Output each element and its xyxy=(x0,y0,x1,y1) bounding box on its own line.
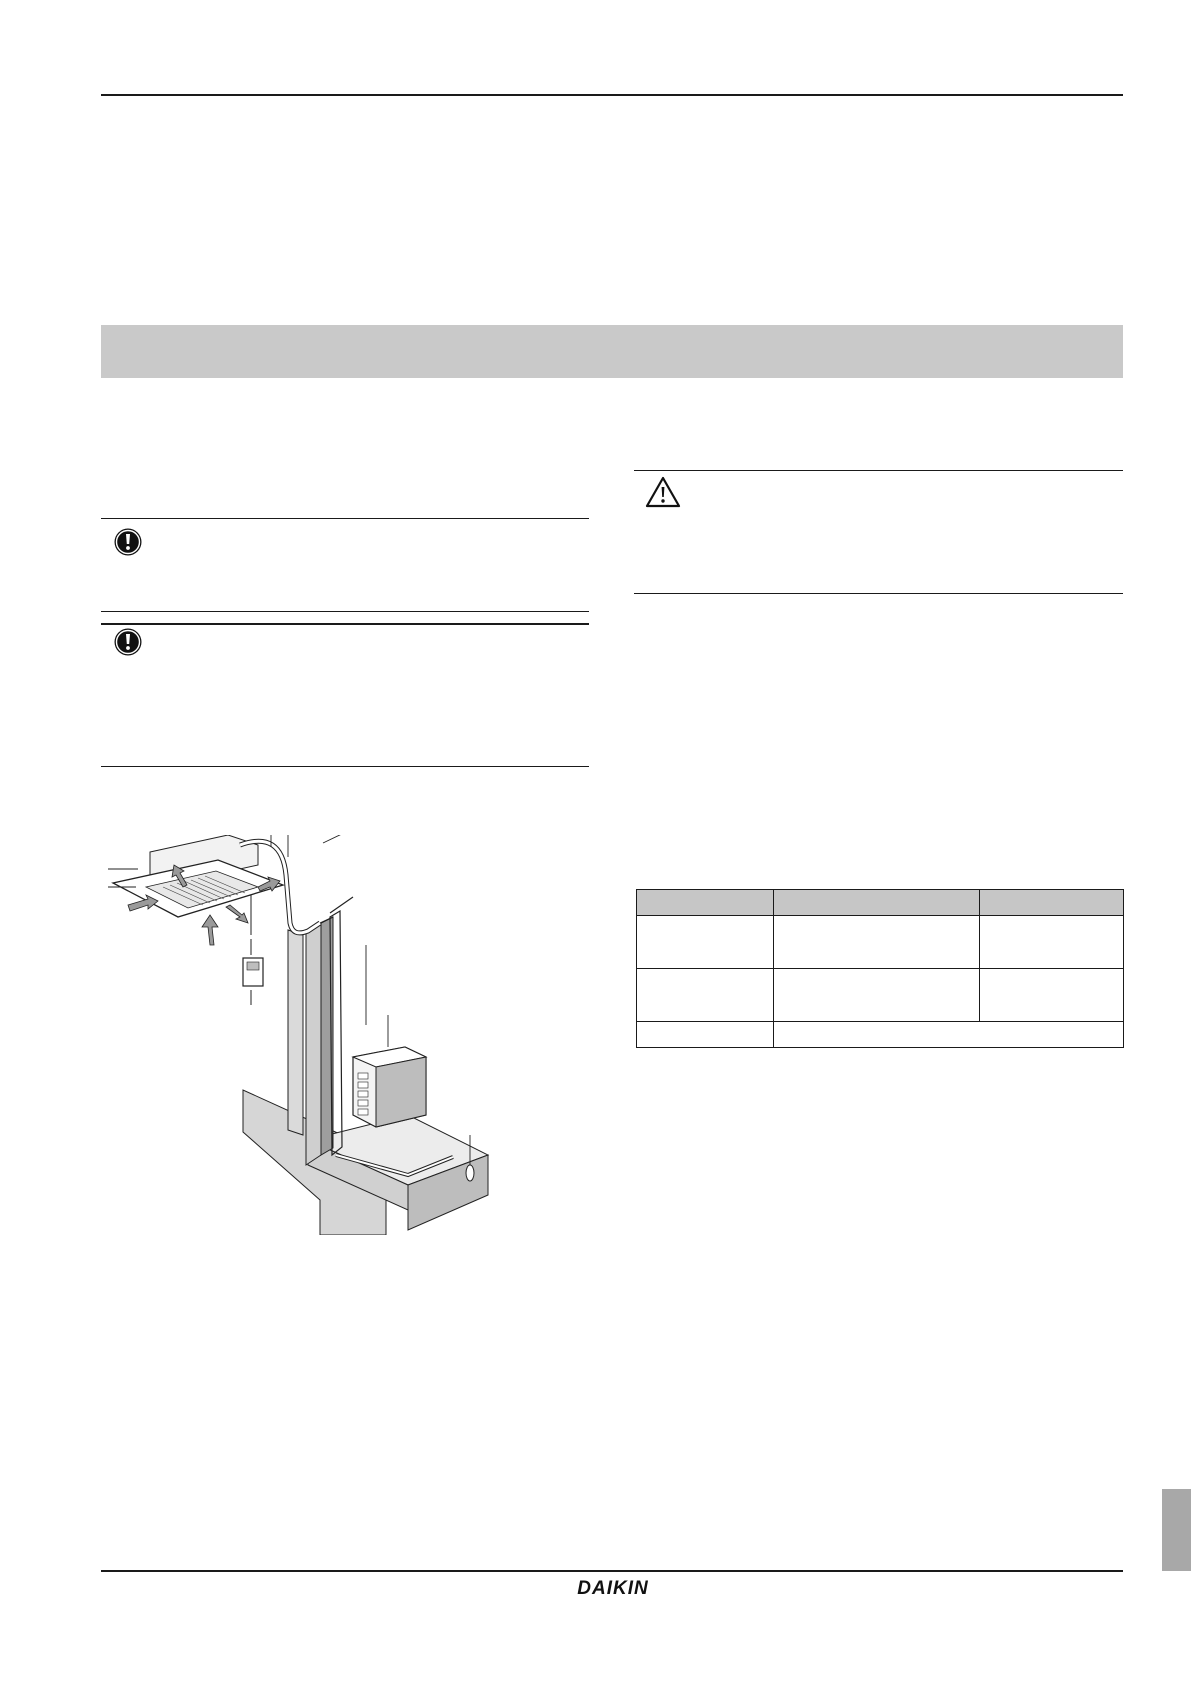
table-row xyxy=(637,1022,1124,1048)
daikin-logo: DAIKIN xyxy=(577,1578,649,1599)
exclamation-circle-icon xyxy=(113,527,143,557)
exclamation-circle-icon xyxy=(113,627,143,657)
table-cell xyxy=(637,1022,774,1048)
table-cell xyxy=(637,916,774,969)
table-row xyxy=(637,969,1124,1022)
table-header-cell xyxy=(980,890,1124,916)
table-row xyxy=(637,916,1124,969)
chapter-side-tab xyxy=(1162,1489,1191,1571)
important-notice-2 xyxy=(101,623,589,767)
section-heading-band xyxy=(101,325,1123,378)
spec-table xyxy=(636,889,1124,1048)
table-cell xyxy=(774,969,980,1022)
table-cell xyxy=(774,916,980,969)
wall-pillar xyxy=(306,923,321,1165)
installation-illustration xyxy=(108,835,508,1235)
table-header-cell xyxy=(637,890,774,916)
table-header-row xyxy=(637,890,1124,916)
header-rule xyxy=(101,94,1123,96)
table-cell xyxy=(980,969,1124,1022)
table-cell xyxy=(980,916,1124,969)
warning-notice xyxy=(634,470,1123,594)
table-cell-merged xyxy=(774,1022,1124,1048)
footer-rule xyxy=(101,1570,1123,1572)
important-notice-1 xyxy=(101,518,589,612)
table-header-cell xyxy=(774,890,980,916)
warning-triangle-icon xyxy=(645,476,681,508)
table-cell xyxy=(637,969,774,1022)
